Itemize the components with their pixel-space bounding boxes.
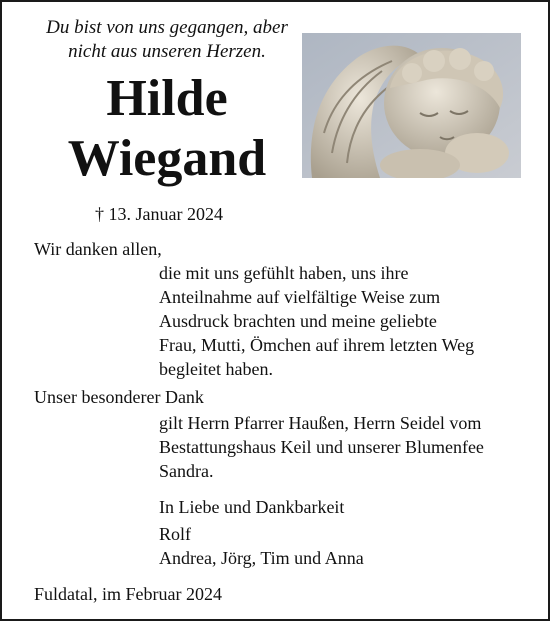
motto-line-2: nicht aus unseren Herzen. [68,41,266,62]
motto [22,16,312,64]
thanks-intro: Wir danken allen, [34,239,162,259]
thanks-line: Ausdruck brachten und meine geliebte [159,311,437,331]
death-date: † 13. Januar 2024 [95,204,223,224]
last-name: Wiegand [67,130,267,187]
special-thanks-line: gilt Herrn Pfarrer Haußen, Herrn Seidel vom [159,413,482,433]
angel-image [302,33,521,178]
closing-greeting: In Liebe und Dankbarkeit [159,497,345,517]
special-thanks-line: Sandra. [159,461,214,481]
signatory: Andrea, Jörg, Tim und Anna [159,548,364,568]
thanks-line: die mit uns gefühlt haben, uns ihre [159,263,409,283]
motto-line-1: Du bist von uns gegangen, aber [46,17,288,38]
first-name: Hilde [106,70,228,127]
thanks-line: begleitet haben. [159,359,273,379]
thanks-line: Anteilnahme auf vielfältige Weise zum [159,287,441,307]
place-and-date: Fuldatal, im Februar 2024 [34,584,222,604]
thanks-line: Frau, Mutti, Ömchen auf ihrem letzten Weg [159,335,475,355]
special-thanks-intro: Unser besonderer Dank [34,387,204,407]
angel-photo [302,33,521,178]
special-thanks-line: Bestattungshaus Keil und unserer Blumenfee [159,437,484,457]
signatory: Rolf [159,524,192,544]
